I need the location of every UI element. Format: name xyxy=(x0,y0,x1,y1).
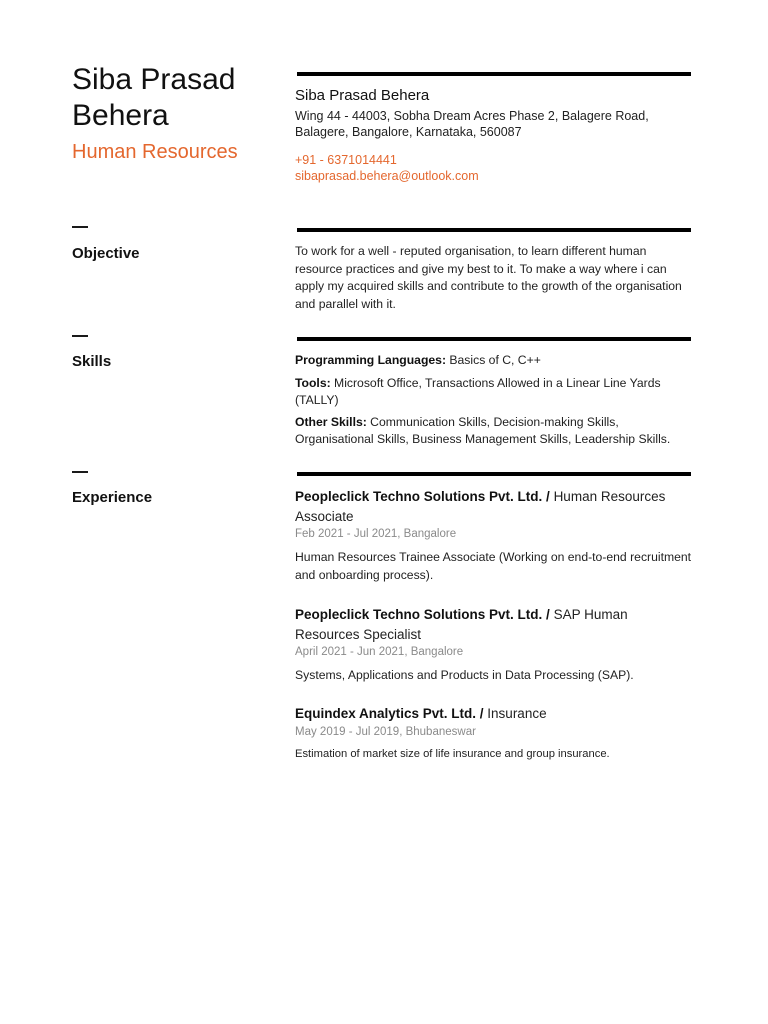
experience-title: Experience xyxy=(72,489,153,506)
skill-item-tools xyxy=(295,375,695,409)
job-meta: Feb 2021 - Jul 2021, Bangalore xyxy=(295,528,457,540)
skill-item-other xyxy=(295,414,695,448)
skill-value: Communication Skills, Decision-making Skills, Organisational Skills, Business Management Skills, Leadership Skills. xyxy=(295,415,671,446)
job-meta: May 2019 - Jul 2019, Bhubaneswar xyxy=(295,726,476,738)
job-company: Equindex Analytics Pvt. Ltd. xyxy=(295,706,477,721)
job-description: Human Resources Trainee Associate (Working on end-to-end recruitment and onboarding process). xyxy=(295,550,692,582)
objective-text: To work for a well - reputed organisation, to learn different human resource practices and give my best to it. To make a way where i can apply my acquired skills and contribute to the growth of the organisation and parallel with it. xyxy=(295,244,682,311)
skills-divider xyxy=(297,337,691,341)
job-meta: April 2021 - Jun 2021, Bangalore xyxy=(295,646,464,658)
job-separator: / xyxy=(542,607,554,622)
experience-dash xyxy=(72,471,88,473)
job-position: Insurance xyxy=(487,706,547,721)
job-description: Systems, Applications and Products in Data Processing (SAP). xyxy=(295,668,634,682)
contact-email[interactable]: sibaprasad.behera@outlook.com xyxy=(295,169,479,183)
job-separator: / xyxy=(542,489,554,504)
contact-name: Siba Prasad Behera xyxy=(295,87,430,104)
job-heading xyxy=(295,704,695,724)
experience-divider xyxy=(297,472,691,476)
objective-title: Objective xyxy=(72,245,140,262)
skill-value: Microsoft Office, Transactions Allowed in a Linear Line Yards (TALLY) xyxy=(295,376,661,407)
job-position: SAP Human Resources Specialist xyxy=(295,607,628,642)
skill-item-programming xyxy=(295,352,695,369)
contact-divider xyxy=(297,72,691,76)
skill-label: Programming Languages: xyxy=(295,353,447,367)
job-company: Peopleclick Techno Solutions Pvt. Ltd. xyxy=(295,607,543,622)
job-company: Peopleclick Techno Solutions Pvt. Ltd. xyxy=(295,489,543,504)
skill-label: Other Skills: xyxy=(295,415,367,429)
objective-dash xyxy=(72,226,88,228)
job-heading xyxy=(295,605,695,645)
objective-divider xyxy=(297,228,691,232)
skill-label: Tools: xyxy=(295,376,331,390)
job-separator: / xyxy=(476,706,488,721)
job-position: Human Resources Associate xyxy=(295,489,666,524)
contact-phone[interactable]: +91 - 6371014441 xyxy=(295,153,397,167)
candidate-role: Human Resources xyxy=(72,141,238,163)
job-description: Estimation of market size of life insurance and group insurance. xyxy=(295,748,610,760)
job-heading xyxy=(295,487,695,527)
contact-address: Wing 44 - 44003, Sobha Dream Acres Phase 2, Balagere Road, Balagere, Bangalore, Karnataka, 560087 xyxy=(295,109,649,139)
skills-dash xyxy=(72,335,88,337)
skill-value: Basics of C, C++ xyxy=(446,353,541,367)
skills-title: Skills xyxy=(72,353,112,370)
candidate-name: Siba Prasad Behera xyxy=(72,63,236,132)
